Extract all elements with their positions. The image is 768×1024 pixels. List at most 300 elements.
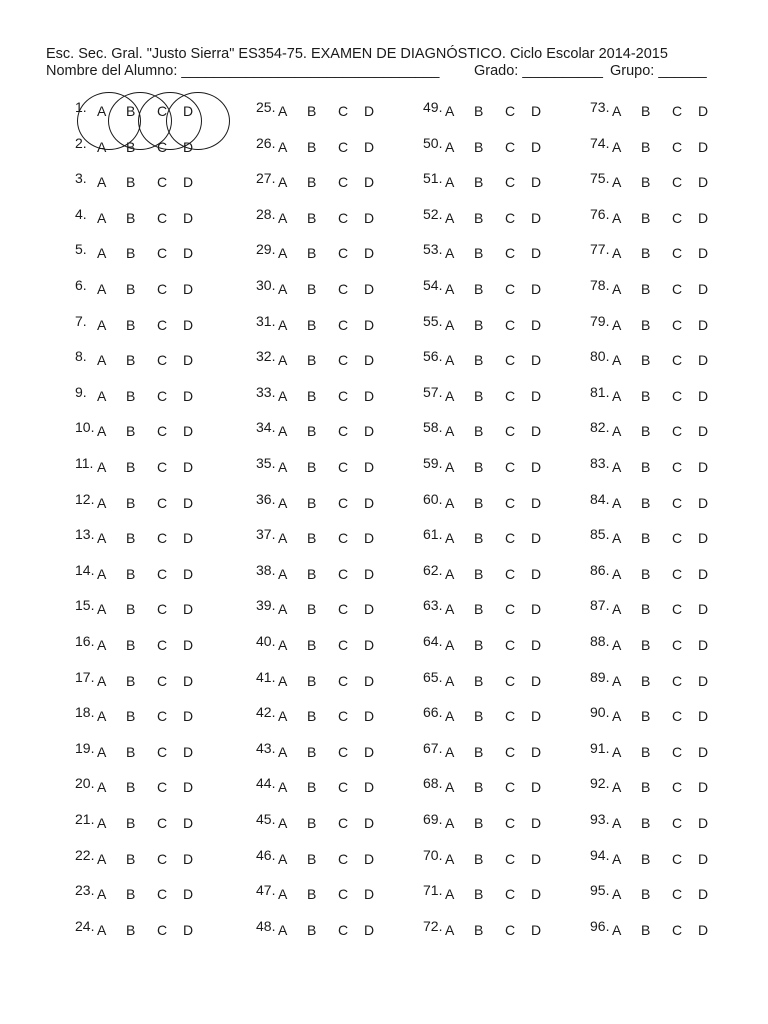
q55-option-b[interactable]: B (474, 316, 484, 333)
q3-option-b[interactable]: B (126, 174, 136, 191)
q27-option-c[interactable]: C (338, 174, 349, 191)
q3-option-a[interactable]: A (97, 174, 107, 191)
q28-option-b[interactable]: B (307, 209, 317, 226)
q40-option-a[interactable]: A (278, 637, 288, 653)
q62-option-c[interactable]: C (505, 565, 516, 582)
q82-option-d[interactable]: D (698, 423, 709, 440)
q79-option-a[interactable]: A (612, 316, 622, 333)
q85-option-c[interactable]: C (672, 530, 683, 547)
q54-option-c[interactable]: C (505, 281, 516, 297)
q1-option-a[interactable]: A (97, 103, 107, 119)
q96-option-c[interactable]: C (672, 921, 683, 938)
q92-option-b[interactable]: B (641, 779, 651, 796)
q55-option-c[interactable]: C (505, 316, 516, 333)
q43-option-b[interactable]: B (307, 743, 317, 760)
q92-option-a[interactable]: A (612, 779, 622, 796)
q63-option-d[interactable]: D (531, 601, 542, 618)
q51-option-d[interactable]: D (531, 174, 542, 191)
q10-option-c[interactable]: C (157, 423, 168, 440)
q1-option-b[interactable]: B (126, 103, 136, 119)
q78-option-a[interactable]: A (612, 281, 622, 297)
q46-option-a[interactable]: A (278, 850, 288, 867)
q58-option-b[interactable]: B (474, 423, 484, 440)
q65-option-a[interactable]: A (445, 672, 455, 689)
q85-option-a[interactable]: A (612, 530, 622, 547)
q6-option-c[interactable]: C (157, 281, 168, 297)
q10-option-b[interactable]: B (126, 423, 136, 440)
q70-option-a[interactable]: A (445, 850, 455, 867)
q71-option-b[interactable]: B (474, 886, 484, 903)
q60-option-a[interactable]: A (445, 494, 455, 511)
q26-option-d[interactable]: D (364, 138, 375, 155)
q70-option-c[interactable]: C (505, 850, 516, 867)
q6-option-b[interactable]: B (126, 281, 136, 297)
q46-option-b[interactable]: B (307, 850, 317, 867)
q48-option-d[interactable]: D (364, 921, 375, 938)
q42-option-d[interactable]: D (364, 708, 375, 725)
q17-option-d[interactable]: D (183, 672, 194, 689)
q75-option-b[interactable]: B (641, 174, 651, 191)
q82-option-b[interactable]: B (641, 423, 651, 440)
q45-option-c[interactable]: C (338, 815, 349, 831)
q39-option-c[interactable]: C (338, 601, 349, 618)
q96-option-b[interactable]: B (641, 921, 651, 938)
q91-option-a[interactable]: A (612, 743, 622, 760)
q21-option-a[interactable]: A (97, 815, 107, 831)
q62-option-b[interactable]: B (474, 565, 484, 582)
q91-option-c[interactable]: C (672, 743, 683, 760)
q6-option-d[interactable]: D (183, 281, 194, 297)
q25-option-d[interactable]: D (364, 103, 375, 119)
q8-option-d[interactable]: D (183, 352, 194, 369)
q88-option-d[interactable]: D (698, 637, 709, 653)
q45-option-b[interactable]: B (307, 815, 317, 831)
q39-option-a[interactable]: A (278, 601, 288, 618)
q94-option-a[interactable]: A (612, 850, 622, 867)
q71-option-a[interactable]: A (445, 886, 455, 903)
q37-option-c[interactable]: C (338, 530, 349, 547)
q34-option-a[interactable]: A (278, 423, 288, 440)
q21-option-b[interactable]: B (126, 815, 136, 831)
q61-option-b[interactable]: B (474, 530, 484, 547)
q57-option-d[interactable]: D (531, 387, 542, 404)
q82-option-a[interactable]: A (612, 423, 622, 440)
q93-option-d[interactable]: D (698, 815, 709, 831)
q69-option-d[interactable]: D (531, 815, 542, 831)
q66-option-d[interactable]: D (531, 708, 542, 725)
q23-option-c[interactable]: C (157, 886, 168, 903)
q67-option-d[interactable]: D (531, 743, 542, 760)
q32-option-d[interactable]: D (364, 352, 375, 369)
q37-option-a[interactable]: A (278, 530, 288, 547)
q64-option-b[interactable]: B (474, 637, 484, 653)
q33-option-a[interactable]: A (278, 387, 288, 404)
q39-option-b[interactable]: B (307, 601, 317, 618)
q17-option-a[interactable]: A (97, 672, 107, 689)
q29-option-d[interactable]: D (364, 245, 375, 262)
q67-option-a[interactable]: A (445, 743, 455, 760)
q24-option-d[interactable]: D (183, 921, 194, 938)
q48-option-c[interactable]: C (338, 921, 349, 938)
q87-option-d[interactable]: D (698, 601, 709, 618)
q89-option-d[interactable]: D (698, 672, 709, 689)
q77-option-b[interactable]: B (641, 245, 651, 262)
q8-option-b[interactable]: B (126, 352, 136, 369)
q29-option-a[interactable]: A (278, 245, 288, 262)
q1-option-c[interactable]: C (157, 103, 168, 119)
q13-option-b[interactable]: B (126, 530, 136, 547)
q54-option-d[interactable]: D (531, 281, 542, 297)
q53-option-a[interactable]: A (445, 245, 455, 262)
q52-option-b[interactable]: B (474, 209, 484, 226)
q18-option-b[interactable]: B (126, 708, 136, 725)
q95-option-c[interactable]: C (672, 886, 683, 903)
q28-option-a[interactable]: A (278, 209, 288, 226)
q67-option-b[interactable]: B (474, 743, 484, 760)
q42-option-a[interactable]: A (278, 708, 288, 725)
q89-option-a[interactable]: A (612, 672, 622, 689)
q65-option-c[interactable]: C (505, 672, 516, 689)
q39-option-d[interactable]: D (364, 601, 375, 618)
q81-option-c[interactable]: C (672, 387, 683, 404)
q9-option-c[interactable]: C (157, 387, 168, 404)
q57-option-a[interactable]: A (445, 387, 455, 404)
q56-option-a[interactable]: A (445, 352, 455, 369)
q72-option-d[interactable]: D (531, 921, 542, 938)
q68-option-d[interactable]: D (531, 779, 542, 796)
q68-option-b[interactable]: B (474, 779, 484, 796)
q18-option-c[interactable]: C (157, 708, 168, 725)
q14-option-d[interactable]: D (183, 565, 194, 582)
q25-option-a[interactable]: A (278, 103, 288, 119)
q54-option-b[interactable]: B (474, 281, 484, 297)
q18-option-a[interactable]: A (97, 708, 107, 725)
q86-option-a[interactable]: A (612, 565, 622, 582)
q78-option-d[interactable]: D (698, 281, 709, 297)
q83-option-b[interactable]: B (641, 459, 651, 475)
q22-option-b[interactable]: B (126, 850, 136, 867)
q64-option-d[interactable]: D (531, 637, 542, 653)
q55-option-d[interactable]: D (531, 316, 542, 333)
q81-option-a[interactable]: A (612, 387, 622, 404)
q11-option-b[interactable]: B (126, 459, 136, 475)
q40-option-d[interactable]: D (364, 637, 375, 653)
q72-option-c[interactable]: C (505, 921, 516, 938)
q45-option-d[interactable]: D (364, 815, 375, 831)
q14-option-a[interactable]: A (97, 565, 107, 582)
q44-option-c[interactable]: C (338, 779, 349, 796)
q36-option-b[interactable]: B (307, 494, 317, 511)
q84-option-d[interactable]: D (698, 494, 709, 511)
q35-option-b[interactable]: B (307, 459, 317, 475)
q94-option-c[interactable]: C (672, 850, 683, 867)
q35-option-d[interactable]: D (364, 459, 375, 475)
q93-option-a[interactable]: A (612, 815, 622, 831)
q28-option-d[interactable]: D (364, 209, 375, 226)
q44-option-a[interactable]: A (278, 779, 288, 796)
q23-option-b[interactable]: B (126, 886, 136, 903)
q34-option-c[interactable]: C (338, 423, 349, 440)
q95-option-b[interactable]: B (641, 886, 651, 903)
q32-option-a[interactable]: A (278, 352, 288, 369)
q52-option-c[interactable]: C (505, 209, 516, 226)
q51-option-b[interactable]: B (474, 174, 484, 191)
q88-option-b[interactable]: B (641, 637, 651, 653)
q44-option-d[interactable]: D (364, 779, 375, 796)
q56-option-c[interactable]: C (505, 352, 516, 369)
q92-option-c[interactable]: C (672, 779, 683, 796)
q19-option-a[interactable]: A (97, 743, 107, 760)
q43-option-c[interactable]: C (338, 743, 349, 760)
q2-option-d[interactable]: D (183, 138, 194, 155)
q81-option-b[interactable]: B (641, 387, 651, 404)
q27-option-d[interactable]: D (364, 174, 375, 191)
q72-option-a[interactable]: A (445, 921, 455, 938)
q61-option-d[interactable]: D (531, 530, 542, 547)
q50-option-c[interactable]: C (505, 138, 516, 155)
q83-option-d[interactable]: D (698, 459, 709, 475)
q49-option-d[interactable]: D (531, 103, 542, 119)
q29-option-b[interactable]: B (307, 245, 317, 262)
q96-option-a[interactable]: A (612, 921, 622, 938)
q47-option-a[interactable]: A (278, 886, 288, 903)
q62-option-d[interactable]: D (531, 565, 542, 582)
q53-option-c[interactable]: C (505, 245, 516, 262)
q80-option-a[interactable]: A (612, 352, 622, 369)
q30-option-a[interactable]: A (278, 281, 288, 297)
q4-option-c[interactable]: C (157, 209, 168, 226)
q24-option-b[interactable]: B (126, 921, 136, 938)
q63-option-c[interactable]: C (505, 601, 516, 618)
q32-option-b[interactable]: B (307, 352, 317, 369)
q24-option-a[interactable]: A (97, 921, 107, 938)
q30-option-d[interactable]: D (364, 281, 375, 297)
q8-option-a[interactable]: A (97, 352, 107, 369)
q77-option-d[interactable]: D (698, 245, 709, 262)
q60-option-c[interactable]: C (505, 494, 516, 511)
q63-option-b[interactable]: B (474, 601, 484, 618)
q85-option-d[interactable]: D (698, 530, 709, 547)
q19-option-b[interactable]: B (126, 743, 136, 760)
q62-option-a[interactable]: A (445, 565, 455, 582)
q43-option-d[interactable]: D (364, 743, 375, 760)
q82-option-c[interactable]: C (672, 423, 683, 440)
q91-option-d[interactable]: D (698, 743, 709, 760)
q11-option-d[interactable]: D (183, 459, 194, 475)
q80-option-b[interactable]: B (641, 352, 651, 369)
q9-option-b[interactable]: B (126, 387, 136, 404)
q38-option-a[interactable]: A (278, 565, 288, 582)
q16-option-d[interactable]: D (183, 637, 194, 653)
q33-option-b[interactable]: B (307, 387, 317, 404)
q13-option-a[interactable]: A (97, 530, 107, 547)
q42-option-b[interactable]: B (307, 708, 317, 725)
q70-option-d[interactable]: D (531, 850, 542, 867)
q20-option-b[interactable]: B (126, 779, 136, 796)
q76-option-b[interactable]: B (641, 209, 651, 226)
q84-option-a[interactable]: A (612, 494, 622, 511)
q11-option-c[interactable]: C (157, 459, 168, 475)
q79-option-c[interactable]: C (672, 316, 683, 333)
q31-option-d[interactable]: D (364, 316, 375, 333)
q7-option-b[interactable]: B (126, 316, 136, 333)
q51-option-c[interactable]: C (505, 174, 516, 191)
q31-option-b[interactable]: B (307, 316, 317, 333)
q71-option-c[interactable]: C (505, 886, 516, 903)
q33-option-c[interactable]: C (338, 387, 349, 404)
q68-option-c[interactable]: C (505, 779, 516, 796)
q46-option-c[interactable]: C (338, 850, 349, 867)
q9-option-a[interactable]: A (97, 387, 107, 404)
q34-option-d[interactable]: D (364, 423, 375, 440)
q12-option-a[interactable]: A (97, 494, 107, 511)
q12-option-b[interactable]: B (126, 494, 136, 511)
q72-option-b[interactable]: B (474, 921, 484, 938)
q45-option-a[interactable]: A (278, 815, 288, 831)
q94-option-d[interactable]: D (698, 850, 709, 867)
q49-option-c[interactable]: C (505, 103, 516, 119)
q59-option-c[interactable]: C (505, 459, 516, 475)
q5-option-c[interactable]: C (157, 245, 168, 262)
q42-option-c[interactable]: C (338, 708, 349, 725)
q11-option-a[interactable]: A (97, 459, 107, 475)
student-name-field[interactable]: Nombre del Alumno: ________________________________ (46, 63, 440, 79)
q50-option-a[interactable]: A (445, 138, 455, 155)
q49-option-a[interactable]: A (445, 103, 455, 119)
q77-option-a[interactable]: A (612, 245, 622, 262)
q95-option-a[interactable]: A (612, 886, 622, 903)
q75-option-c[interactable]: C (672, 174, 683, 191)
grupo-field[interactable]: Grupo: ______ (610, 63, 707, 79)
q2-option-a[interactable]: A (97, 138, 107, 155)
q25-option-b[interactable]: B (307, 103, 317, 119)
q24-option-c[interactable]: C (157, 921, 168, 938)
q41-option-d[interactable]: D (364, 672, 375, 689)
q36-option-c[interactable]: C (338, 494, 349, 511)
q13-option-d[interactable]: D (183, 530, 194, 547)
q46-option-d[interactable]: D (364, 850, 375, 867)
q69-option-c[interactable]: C (505, 815, 516, 831)
grado-field[interactable]: Grado: __________ (474, 63, 603, 79)
q60-option-d[interactable]: D (531, 494, 542, 511)
q52-option-d[interactable]: D (531, 209, 542, 226)
q9-option-d[interactable]: D (183, 387, 194, 404)
q71-option-d[interactable]: D (531, 886, 542, 903)
q68-option-a[interactable]: A (445, 779, 455, 796)
q17-option-c[interactable]: C (157, 672, 168, 689)
q65-option-b[interactable]: B (474, 672, 484, 689)
q47-option-b[interactable]: B (307, 886, 317, 903)
q19-option-d[interactable]: D (183, 743, 194, 760)
q23-option-a[interactable]: A (97, 886, 107, 903)
q21-option-d[interactable]: D (183, 815, 194, 831)
q48-option-b[interactable]: B (307, 921, 317, 938)
q3-option-c[interactable]: C (157, 174, 168, 191)
q40-option-c[interactable]: C (338, 637, 349, 653)
q47-option-c[interactable]: C (338, 886, 349, 903)
q76-option-d[interactable]: D (698, 209, 709, 226)
q22-option-a[interactable]: A (97, 850, 107, 867)
q37-option-b[interactable]: B (307, 530, 317, 547)
q59-option-b[interactable]: B (474, 459, 484, 475)
q41-option-b[interactable]: B (307, 672, 317, 689)
q53-option-b[interactable]: B (474, 245, 484, 262)
q66-option-c[interactable]: C (505, 708, 516, 725)
q12-option-d[interactable]: D (183, 494, 194, 511)
q8-option-c[interactable]: C (157, 352, 168, 369)
q88-option-c[interactable]: C (672, 637, 683, 653)
q90-option-d[interactable]: D (698, 708, 709, 725)
q58-option-c[interactable]: C (505, 423, 516, 440)
q59-option-a[interactable]: A (445, 459, 455, 475)
q55-option-a[interactable]: A (445, 316, 455, 333)
q74-option-b[interactable]: B (641, 138, 651, 155)
q93-option-c[interactable]: C (672, 815, 683, 831)
q96-option-d[interactable]: D (698, 921, 709, 938)
q83-option-a[interactable]: A (612, 459, 622, 475)
q22-option-c[interactable]: C (157, 850, 168, 867)
q27-option-a[interactable]: A (278, 174, 288, 191)
q73-option-d[interactable]: D (698, 103, 709, 119)
q69-option-a[interactable]: A (445, 815, 455, 831)
q2-option-c[interactable]: C (157, 138, 168, 155)
q92-option-d[interactable]: D (698, 779, 709, 796)
q70-option-b[interactable]: B (474, 850, 484, 867)
q75-option-a[interactable]: A (612, 174, 622, 191)
q38-option-d[interactable]: D (364, 565, 375, 582)
q33-option-d[interactable]: D (364, 387, 375, 404)
q66-option-a[interactable]: A (445, 708, 455, 725)
q54-option-a[interactable]: A (445, 281, 455, 297)
q10-option-d[interactable]: D (183, 423, 194, 440)
q47-option-d[interactable]: D (364, 886, 375, 903)
q44-option-b[interactable]: B (307, 779, 317, 796)
q65-option-d[interactable]: D (531, 672, 542, 689)
q49-option-b[interactable]: B (474, 103, 484, 119)
q5-option-d[interactable]: D (183, 245, 194, 262)
q83-option-c[interactable]: C (672, 459, 683, 475)
q35-option-a[interactable]: A (278, 459, 288, 475)
q73-option-a[interactable]: A (612, 103, 622, 119)
q56-option-d[interactable]: D (531, 352, 542, 369)
q15-option-a[interactable]: A (97, 601, 107, 618)
q26-option-a[interactable]: A (278, 138, 288, 155)
q48-option-a[interactable]: A (278, 921, 288, 938)
q20-option-d[interactable]: D (183, 779, 194, 796)
q21-option-c[interactable]: C (157, 815, 168, 831)
q29-option-c[interactable]: C (338, 245, 349, 262)
q30-option-b[interactable]: B (307, 281, 317, 297)
q66-option-b[interactable]: B (474, 708, 484, 725)
q5-option-a[interactable]: A (97, 245, 107, 262)
q15-option-b[interactable]: B (126, 601, 136, 618)
q1-option-d[interactable]: D (183, 103, 194, 119)
q22-option-d[interactable]: D (183, 850, 194, 867)
q32-option-c[interactable]: C (338, 352, 349, 369)
q67-option-c[interactable]: C (505, 743, 516, 760)
q15-option-d[interactable]: D (183, 601, 194, 618)
q38-option-c[interactable]: C (338, 565, 349, 582)
q7-option-a[interactable]: A (97, 316, 107, 333)
q50-option-d[interactable]: D (531, 138, 542, 155)
q79-option-d[interactable]: D (698, 316, 709, 333)
q14-option-c[interactable]: C (157, 565, 168, 582)
q23-option-d[interactable]: D (183, 886, 194, 903)
q4-option-a[interactable]: A (97, 209, 107, 226)
q87-option-b[interactable]: B (641, 601, 651, 618)
q16-option-a[interactable]: A (97, 637, 107, 653)
q43-option-a[interactable]: A (278, 743, 288, 760)
